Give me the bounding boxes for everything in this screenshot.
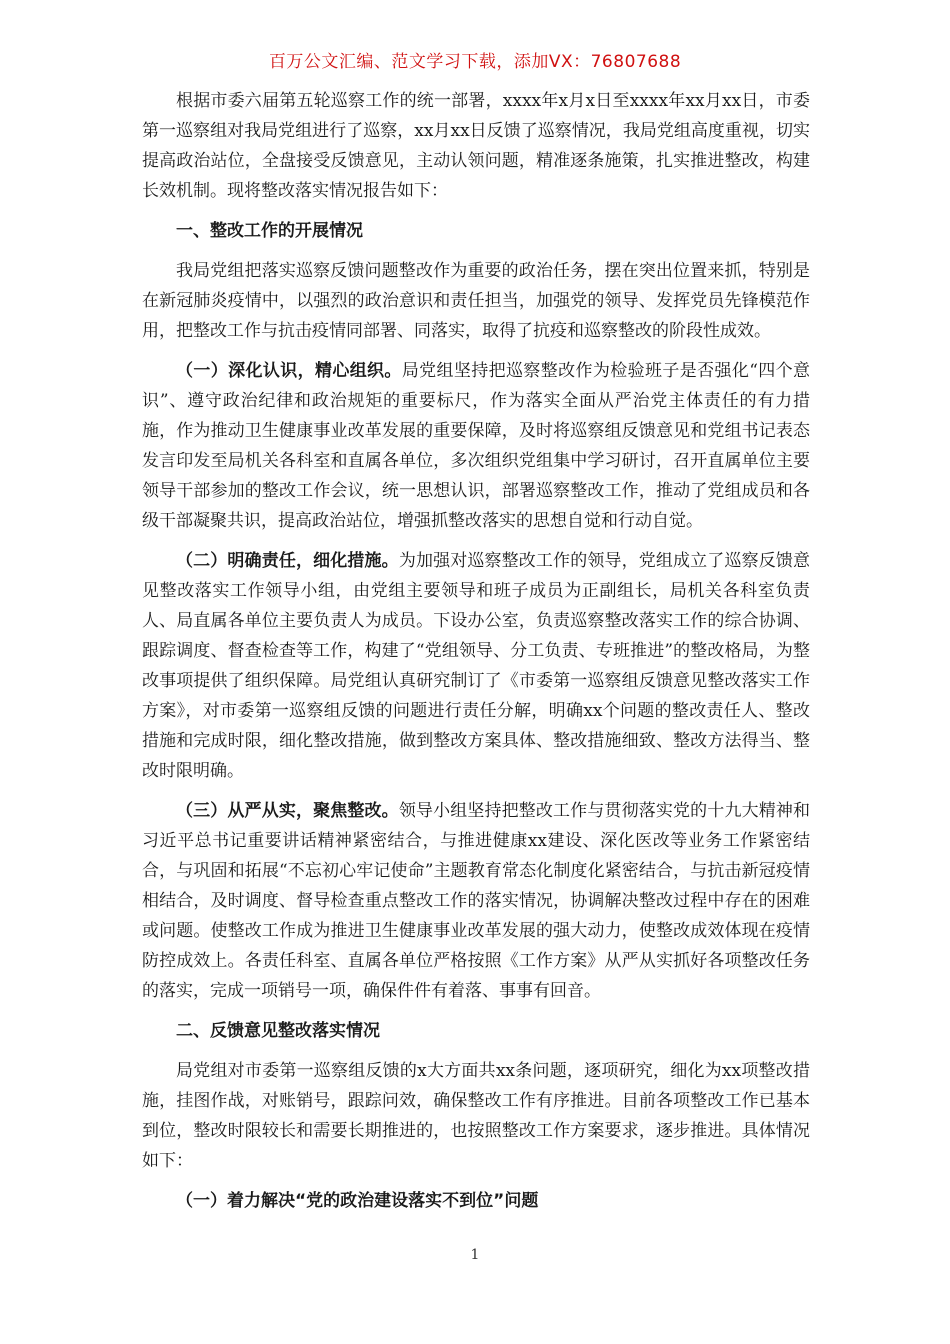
- item-text: 局党组坚持把巡察整改作为检验班子是否强化“四个意识”、遵守政治纪律和政治规矩的重要标尺，作为落实全面从严治党主体责任的有力措施，作为推动卫生健康事业改革发展的重要保障，及时将巡察组反馈意见和党组书记表态发言印发至局机关各科室和直属各单位，多次组织党组集中学习研讨，召开直属单位主要领导干部参加的整改工作会议，统一思想认识，部署巡察整改工作，推动了党组成员和各级干部凝聚共识，提高政治站位，增强抓整改落实的思想自觉和行动自觉。: [142, 361, 810, 531]
- intro-paragraph: 根据市委六届第五轮巡察工作的统一部署，xxxx年x月x日至xxxx年xx月xx日，市委第一巡察组对我局党组进行了巡察，xx月xx日反馈了巡察情况，我局党组高度重视，切实提高政治站位，全盘接受反馈意见，主动认领问题，精准逐条施策，扎实推进整改，构建长效机制。现将整改落实情况报告如下：: [142, 91, 810, 201]
- section1-item-3: [142, 796, 810, 1006]
- item-lead: （三）从严从实，聚焦整改。: [176, 801, 399, 821]
- item-text: 领导小组坚持把整改工作与贯彻落实党的十九大精神和习近平总书记重要讲话精神紧密结合，与推进健康xx建设、深化医改等业务工作紧密结合，与巩固和拓展“不忘初心牢记使命”主题教育常态化制度化紧密结合，与抗击新冠疫情相结合，及时调度、督导检查重点整改工作的落实情况，协调解决整改过程中存在的困难或问题。使整改工作成为推进卫生健康事业改革发展的强大动力，使整改成效体现在疫情防控成效上。各责任科室、直属各单位严格按照《工作方案》从严从实抓好各项整改任务的落实，完成一项销号一项，确保件件有着落、事事有回音。: [142, 801, 811, 1001]
- item-lead: （二）明确责任，细化措施。: [176, 551, 399, 571]
- watermark-banner: 百万公文汇编、范文学习下载，添加VX：76807688: [268, 52, 682, 72]
- section-heading-2: 二、反馈意见整改落实情况: [176, 1021, 380, 1041]
- page-number: 1: [470, 1247, 480, 1263]
- item-lead: （一）深化认识，精心组织。: [176, 361, 402, 381]
- item-text: 为加强对巡察整改工作的领导，党组成立了巡察反馈意见整改落实工作领导小组，由党组主要领导和班子成员为正副组长，局机关各科室负责人、局直属各单位主要负责人为成员。下设办公室，负责巡察整改落实工作的综合协调、跟踪调度、督查检查等工作，构建了“党组领导、分工负责、专班推进”的整改格局，为整改事项提供了组织保障。局党组认真研究制订了《市委第一巡察组反馈意见整改落实工作方案》，对市委第一巡察组反馈的问题进行责任分解，明确xx个问题的整改责任人、整改措施和完成时限，细化整改措施，做到整改方案具体、整改措施细致、整改方法得当、整改时限明确。: [142, 551, 811, 781]
- section1-item-1: [142, 356, 810, 536]
- section1-paragraph: 我局党组把落实巡察反馈问题整改作为重要的政治任务，摆在突出位置来抓，特别是在新冠肺炎疫情中，以强烈的政治意识和责任担当，加强党的领导、发挥党员先锋模范作用，把整改工作与抗击疫情同部署、同落实，取得了抗疫和巡察整改的阶段性成效。: [142, 261, 810, 341]
- section-heading-1: 一、整改工作的开展情况: [176, 221, 363, 241]
- section2-sub-heading: （一）着力解决“党的政治建设落实不到位”问题: [176, 1191, 539, 1211]
- section2-paragraph: 局党组对市委第一巡察组反馈的x大方面共xx条问题，逐项研究，细化为xx项整改措施，挂图作战，对账销号，跟踪问效，确保整改工作有序推进。目前各项整改工作已基本到位，整改时限较长和需要长期推进的，也按照整改工作方案要求，逐步推进。具体情况如下：: [142, 1061, 810, 1171]
- document-body: [142, 86, 810, 1226]
- section1-item-2: [142, 546, 810, 786]
